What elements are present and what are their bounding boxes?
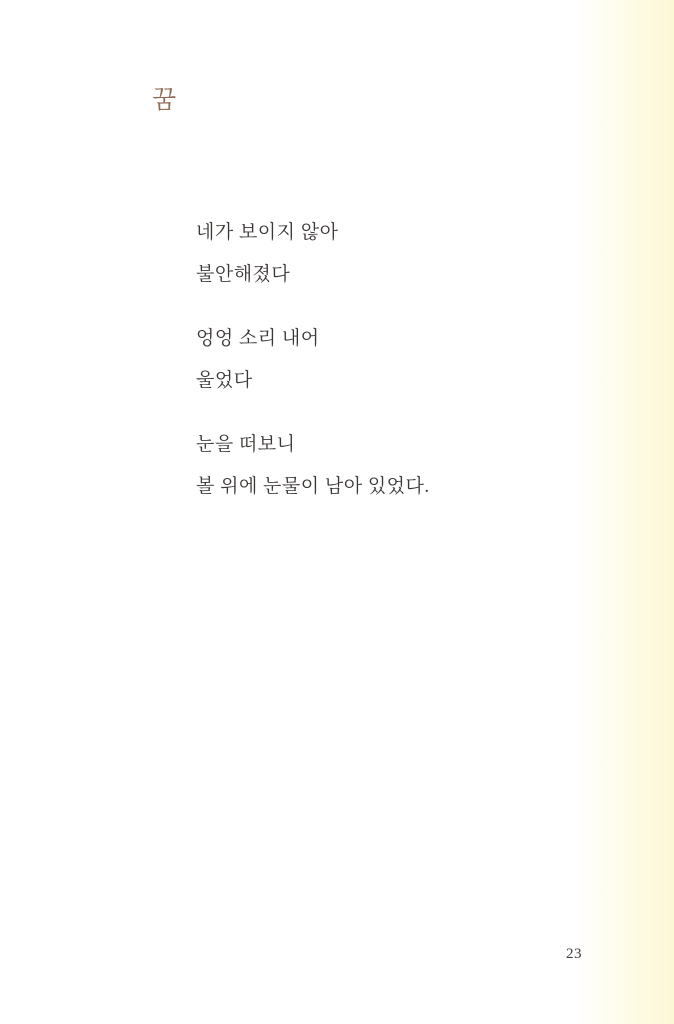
page-number: 23 xyxy=(566,946,582,962)
stanza-1 xyxy=(196,212,616,296)
poem-line: 네가 보이지 않아 xyxy=(196,222,339,243)
stanza-2 xyxy=(196,318,616,402)
poem-line: 불안해졌다 xyxy=(196,264,291,285)
poem-line: 볼 위에 눈물이 남아 있었다. xyxy=(196,476,430,497)
poem-line: 눈을 떠보니 xyxy=(196,434,296,455)
stanza-3 xyxy=(196,424,616,508)
poem-title: 꿈 xyxy=(152,87,178,114)
poem-line: 울었다 xyxy=(196,370,253,391)
poem-body xyxy=(196,212,616,508)
poem-line: 엉엉 소리 내어 xyxy=(196,328,320,349)
